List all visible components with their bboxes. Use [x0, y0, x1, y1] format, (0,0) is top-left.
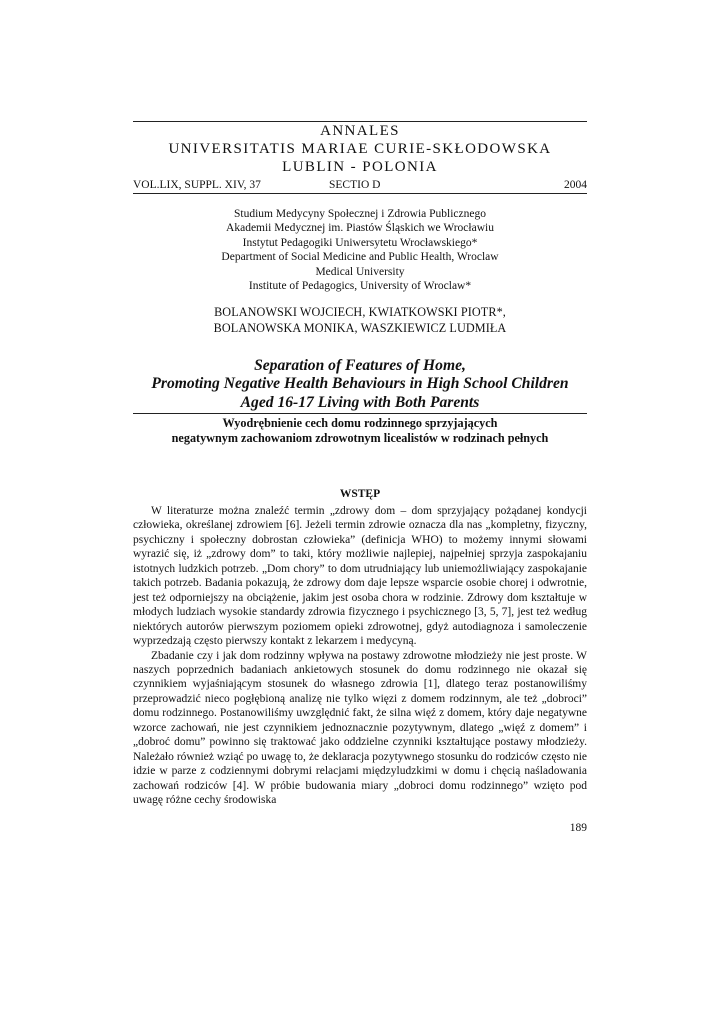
subtitle-line: Wyodrębnienie cech domu rodzinnego sprzyjających — [222, 416, 498, 430]
subtitle-line: negatywnym zachowaniom zdrowotnym licealistów w rodzinach pełnych — [171, 431, 549, 446]
affiliation-line: Akademii Medycznej im. Piastów Śląskich we Wrocławiu — [226, 222, 494, 235]
section-heading: WSTĘP — [339, 488, 381, 500]
journal-name-line1: ANNALES — [320, 123, 400, 139]
body-text — [133, 504, 587, 808]
affiliations — [133, 207, 587, 293]
article-title — [133, 357, 587, 412]
body-paragraph: W literaturze można znaleźć termin „zdrowy dom – dom sprzyjający pożądanej kondycji człowieka, określanej zdrowiem [6]. Jeżeli termin zdrowie oznacza dla nas „kompletny, fizyczny, psychiczny i społeczny dobrostan człowieka” (definicja WHO) to możemy innymi słowami wyrazić się, iż „zdrowy dom” to taki, który możliwie najlepiej, najpełniej sprzyja zaspokajaniu istotnych ludzkich potrzeb. „Dom chory” to dom utrudniający lub uniemożliwiający zaspokajanie takich potrzeb. Badania pokazują, że zdrowy dom daje lepsze wsparcie osobie chorej i odwrotnie, jest też odporniejszy na obciążenie, jakim jest osoba chora w rodzinie. Zdrowy dom kształtuje w młodych ludziach wysokie standardy zdrowia fizycznego i psychicznego [3, 5, 7], jest też według niektórych autorów pierwszym poziomem opieki zdrowotnej, gdyż autodiagnoza i samoleczenie wyprzedzają często pierwszy kontakt z lekarzem i medycyną. — [133, 505, 587, 648]
polish-title — [133, 416, 587, 446]
title-line: Promoting Negative Health Behaviours in High School Children — [151, 375, 569, 393]
volume-info: VOL.LIX, SUPPL. XIV, 37 — [133, 179, 261, 191]
header-bottom-rule — [133, 193, 587, 194]
page-number: 189 — [569, 822, 587, 834]
affiliation-line: Institute of Pedagogics, University of Wroclaw* — [248, 280, 472, 293]
title-line: Separation of Features of Home, — [254, 357, 466, 374]
author-list — [133, 304, 587, 336]
authors-line: BOLANOWSKA MONIKA, WASZKIEWICZ LUDMIŁA — [213, 321, 507, 335]
sectio-label: SECTIO D — [329, 179, 381, 191]
affiliation-line: Studium Medycyny Społecznej i Zdrowia Publicznego — [234, 208, 486, 220]
publication-year: 2004 — [564, 179, 587, 191]
journal-name-line2: UNIVERSITATIS MARIAE CURIE-SKŁODOWSKA — [168, 141, 552, 157]
authors-line: BOLANOWSKI WOJCIECH, KWIATKOWSKI PIOTR*, — [214, 305, 506, 319]
affiliation-line: Department of Social Medicine and Public Health, Wroclaw — [221, 251, 499, 264]
title-rule — [133, 413, 587, 414]
affiliation-line: Instytut Pedagogiki Uniwersytetu Wrocławskiego* — [242, 236, 478, 249]
journal-place: LUBLIN - POLONIA — [282, 159, 438, 175]
affiliation-line: Medical University — [315, 265, 405, 278]
title-line: Aged 16-17 Living with Both Parents — [240, 393, 480, 411]
body-paragraph: Zbadanie czy i jak dom rodzinny wpływa na postawy zdrowotne młodzieży nie jest proste. W naszych poprzednich badaniach ankietowych stosunek do domu rodzinnego nie okazał się czynnikiem wyjaśniającym stosunek do własnego zdrowia [1], dlatego teraz postanowiliśmy przeprowadzić nieco pogłębioną analizę nie tylko więzi z domem rodzinnym, ale też „dobroci” domu rodzinnego. Postanowiliśmy uwzględnić fakt, że silna więź z domem, który daje negatywne wzorce zachowań, nie jest czynnikiem jednoznacznie pozytywnym, dlatego „więź z domem” i „dobroć domu” powinno się traktować jako oddzielne czynniki kształtujące postawy młodzieży. Należało również wziąć po uwagę to, że deklaracja pozytywnego stosunku do rodziców często nie idzie w parze z codziennymi dobrymi relacjami międzyludzkimi w domu i chęcią naśladowania zachowań rodziców [4]. W próbie budowania miary „dobroci domu rodzinnego” wzięto pod uwagę różne cechy środowiska — [133, 649, 587, 807]
